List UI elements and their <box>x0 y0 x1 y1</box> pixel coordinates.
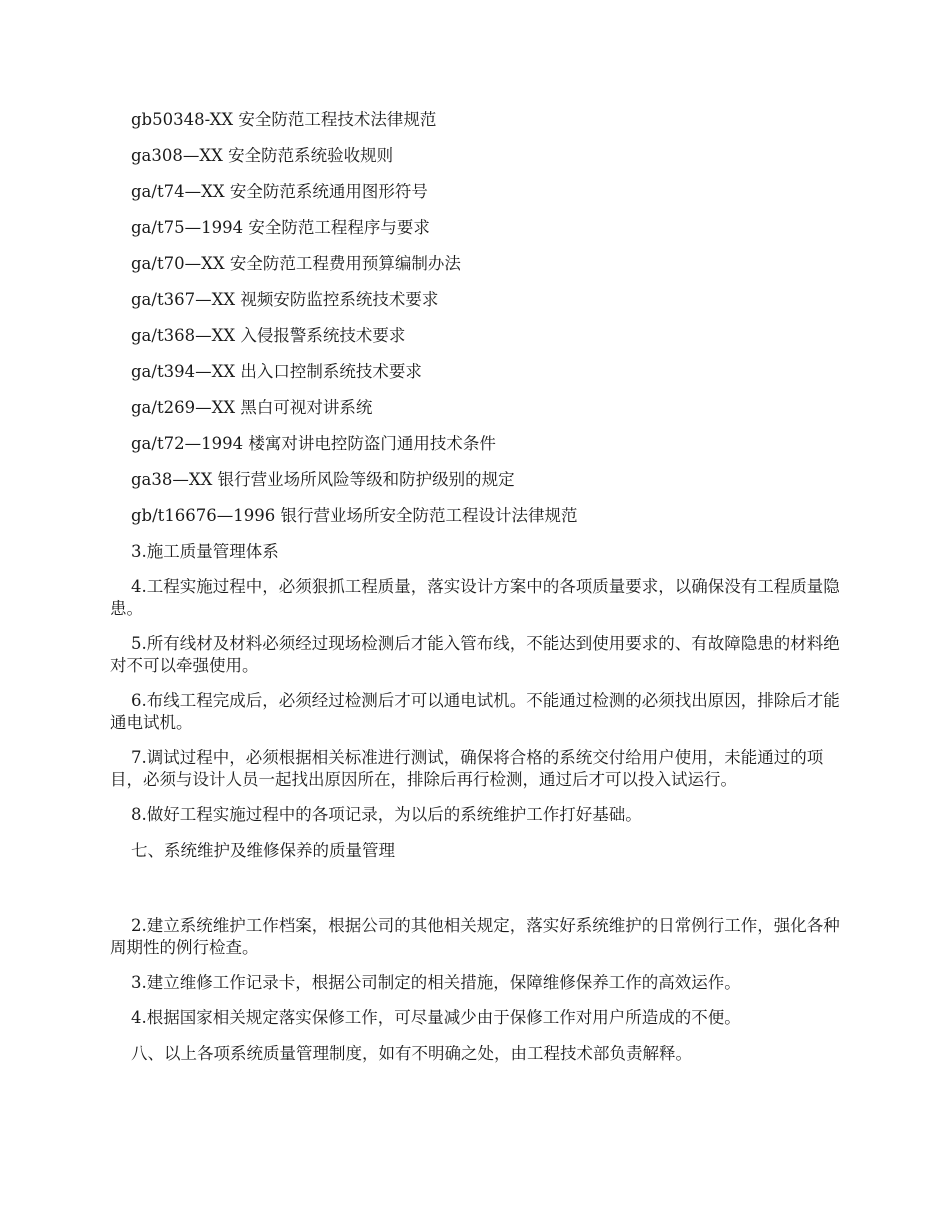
maintenance-item: 4.根据国家相关规定落实保修工作，可尽量减少由于保修工作对用户所造成的不便。 <box>131 1008 741 1027</box>
standard-item: ga38—XX 银行营业场所风险等级和防护级别的规定 <box>131 470 515 489</box>
maintenance-item: 2.建立系统维护工作档案，根据公司的其他相关规定，落实好系统维护的日常例行工作，强化各种周期性的例行检查。 <box>110 916 840 957</box>
standard-item: ga/t74—XX 安全防范系统通用图形符号 <box>131 182 428 201</box>
standard-item: ga/t70—XX 安全防范工程费用预算编制办法 <box>131 254 461 273</box>
standard-item: ga/t367—XX 视频安防监控系统技术要求 <box>131 290 439 309</box>
maintenance-item: 3.建立维修工作记录卡，根据公司制定的相关措施，保障维修保养工作的高效运作。 <box>131 973 741 992</box>
quality-item: 7.调试过程中，必须根据相关标准进行测试，确保将合格的系统交付给用户使用，未能通过的项目，必须与设计人员一起找出原因所在，排除后再行检测，通过后才可以投入试运行。 <box>110 748 824 789</box>
quality-item: 8.做好工程实施过程中的各项记录，为以后的系统维护工作打好基础。 <box>131 805 642 824</box>
quality-item: 4.工程实施过程中，必须狠抓工程质量，落实设计方案中的各项质量要求，以确保没有工程质量隐患。 <box>110 577 840 618</box>
quality-system-heading: 3.施工质量管理体系 <box>131 542 279 561</box>
standard-item: ga/t394—XX 出入口控制系统技术要求 <box>131 362 422 381</box>
standard-item: ga/t72—1994 楼寓对讲电控防盗门通用技术条件 <box>131 434 496 453</box>
standard-item: ga/t75—1994 安全防范工程程序与要求 <box>131 218 430 237</box>
document-body <box>110 108 842 1078</box>
blank-gap <box>110 875 842 915</box>
maintenance-heading: 七、系统维护及维修保养的质量管理 <box>131 841 395 860</box>
standard-item: gb/t16676—1996 银行营业场所安全防范工程设计法律规范 <box>131 506 578 525</box>
standard-item: gb50348-XX 安全防范工程技术法律规范 <box>131 110 437 129</box>
standard-item: ga/t368—XX 入侵报警系统技术要求 <box>131 326 406 345</box>
closing-statement: 八、以上各项系统质量管理制度，如有不明确之处，由工程技术部负责解释。 <box>131 1044 692 1063</box>
standard-item: ga/t269—XX 黑白可视对讲系统 <box>131 398 373 417</box>
standard-item: ga308—XX 安全防范系统验收规则 <box>131 146 394 165</box>
quality-item: 5.所有线材及材料必须经过现场检测后才能入管布线，不能达到使用要求的、有故障隐患的材料绝对不可以牵强使用。 <box>110 634 840 675</box>
quality-item: 6.布线工程完成后，必须经过检测后才可以通电试机。不能通过检测的必须找出原因，排除后才能通电试机。 <box>110 691 840 732</box>
